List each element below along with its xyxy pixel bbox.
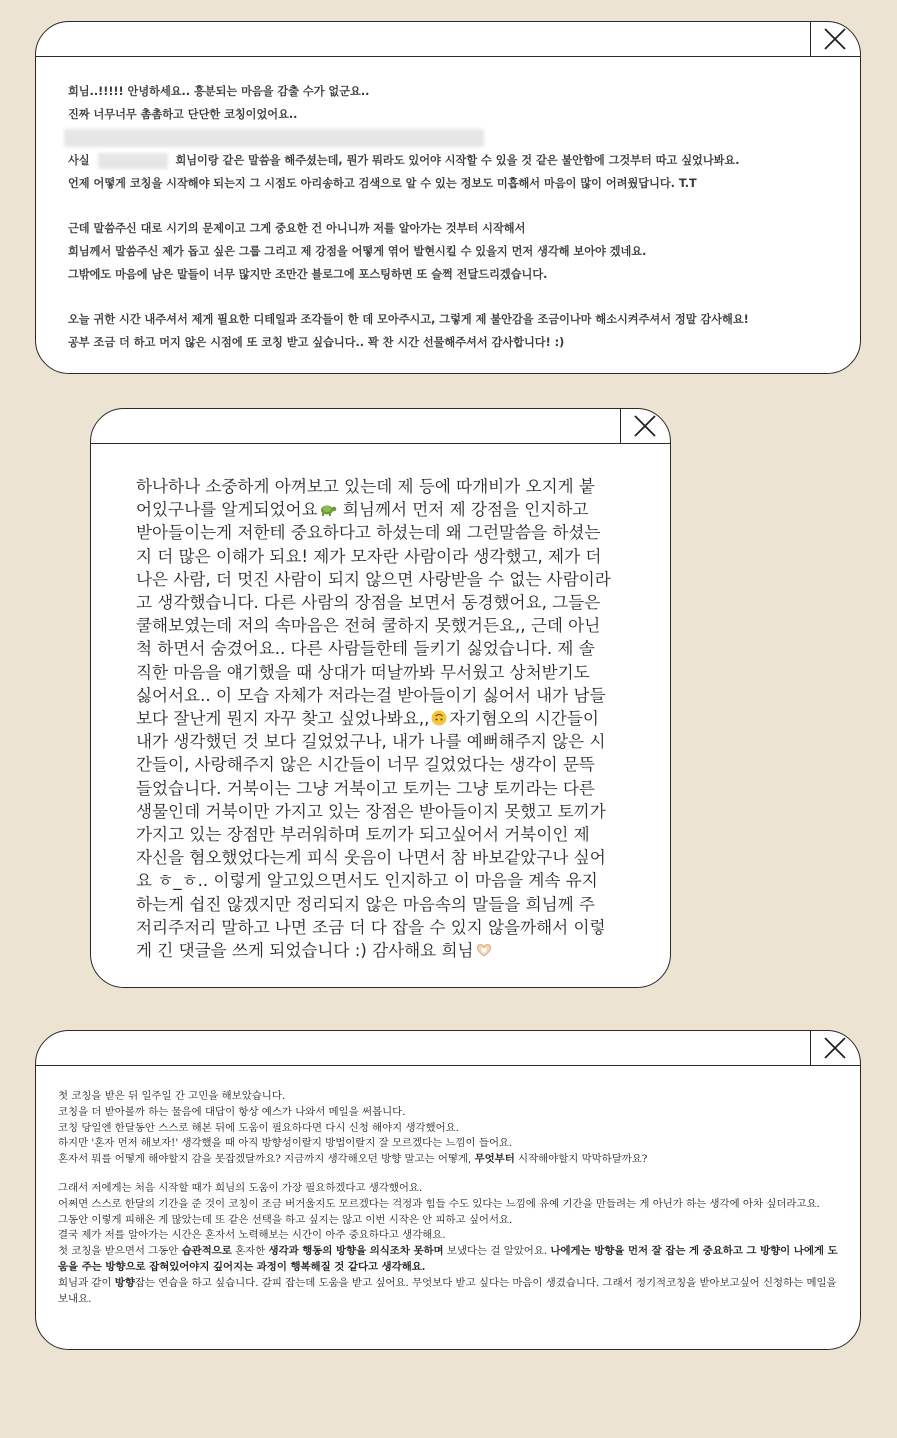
review-window-1 bbox=[35, 21, 861, 374]
text-line bbox=[136, 498, 640, 521]
text-line: 받아들이는게 저한테 중요하다고 하셨는데 왜 그런말씀을 하셨는 bbox=[136, 523, 601, 543]
text-line: 하지만 '혼자 먼저 해보자!' 생각했을 때 아직 방향성이랄지 방법이랄지 잘 모르겠다는 느낌이 들어요. bbox=[58, 1137, 513, 1150]
text-line: 들었습니다. 거북이는 그냥 거북이고 토끼는 그냥 토끼라는 다른 bbox=[136, 778, 595, 798]
text-line bbox=[68, 149, 840, 172]
review-window-2 bbox=[90, 408, 671, 988]
redacted-blur bbox=[98, 153, 168, 169]
text-line: 저리주저리 말하고 나면 조금 더 다 잡을 수 있지 않을까해서 이렇 bbox=[136, 917, 606, 937]
text-line: 희님..!!!!! 안녕하세요.. 흥분되는 마음을 감출 수가 없군요.. bbox=[68, 85, 370, 98]
text-line: 그동안 이렇게 피해온 게 많았는데 또 같은 선택을 하고 싶지는 않고 이번 시작은 안 피하고 싶어서요. bbox=[58, 1213, 513, 1226]
text-line: 생물인데 거북이만 가지고 있는 장점은 받아들이지 못했고 토끼가 bbox=[136, 801, 606, 821]
text-line: 그래서 저에게는 처음 시작할 때가 희님의 도움이 가장 필요하겠다고 생각했어요. bbox=[58, 1181, 423, 1194]
text-line: 쿨해보였는데 저의 속마음은 전혀 쿨하지 못했거든요,, 근데 아닌 bbox=[136, 616, 601, 636]
text-line: 지 더 많은 이해가 되요! 제가 모자란 사람이라 생각했고, 제가 더 bbox=[136, 546, 602, 566]
text-line: 고 생각했습니다. 다른 사람의 장점을 보면서 동경했어요, 그들은 bbox=[136, 593, 601, 613]
text-line bbox=[58, 1244, 842, 1276]
text-fragment: 자기혐오의 시간들이 bbox=[449, 709, 599, 729]
bold-fragment: 방향 bbox=[114, 1276, 135, 1289]
text-line: 나은 사람, 더 멋진 사람이 되지 않으면 사랑받을 수 없는 사람이라 bbox=[136, 569, 611, 589]
text-line: 결국 제가 저를 알아가는 시간은 혼자서 노력해보는 시간이 아주 중요하다고 생각해요. bbox=[58, 1229, 446, 1242]
text-fragment: 혼자한 bbox=[231, 1245, 269, 1258]
close-icon bbox=[824, 1037, 846, 1059]
text-line: 그밖에도 마음에 남은 말들이 너무 많지만 조만간 블로그에 포스팅하면 또 슬쩍 전달드리겠습니다. bbox=[68, 268, 548, 281]
text-line: 자신을 혐오했었다는게 피식 웃음이 나면서 참 바보같았구나 싶어 bbox=[136, 848, 606, 868]
text-line: 진짜 너무너무 촘촘하고 단단한 코칭이었어요.. bbox=[68, 108, 298, 121]
bold-fragment: 무엇부터 bbox=[474, 1153, 515, 1166]
text-line: 근데 말씀주신 대로 시기의 문제이고 그게 중요한 건 아니니까 저를 알아가는 것부터 시작해서 bbox=[68, 222, 526, 235]
text-fragment: 희님께서 먼저 제 강점을 인지하고 bbox=[337, 500, 589, 520]
review-text bbox=[136, 475, 640, 962]
text-line: 내가 생각했던 것 보다 길었었구나, 내가 나를 예뻐해주지 않은 시 bbox=[136, 732, 606, 752]
text-line: 하는게 쉽진 않겠지만 정리되지 않은 마음속의 말들을 희님께 주 bbox=[136, 894, 595, 914]
text-line: 희님께서 말씀주신 제가 돕고 싶은 그룹 그리고 제 강점을 어떻게 엮어 발현시킬 수 있을지 먼저 생각해 보아야 겠네요. bbox=[68, 245, 647, 258]
text-fragment: 사실 bbox=[68, 154, 90, 167]
text-line bbox=[136, 707, 640, 730]
text-line: 간들이, 사랑해주지 않은 시간들이 너무 길었었다는 생각이 문뜩 bbox=[136, 755, 595, 775]
text-line: 공부 조금 더 하고 머지 않은 시점에 또 코칭 받고 싶습니다.. 꽉 찬 시간 선물해주셔서 감사합니다! :) bbox=[68, 336, 565, 349]
text-fragment: 어있구나를 알게되었어요 bbox=[136, 500, 318, 520]
text-fragment: 잡는 연습을 하고 싶습니다. 갈피 잡는데 도움을 받고 싶어요. 무엇보다 받고 싶다는 마음이 생겼습니다. 그래서 정기적코칭을 받아보고싶어 신청하는 메일을 보내요. bbox=[58, 1276, 837, 1305]
window-titlebar bbox=[36, 1031, 860, 1066]
close-button[interactable] bbox=[810, 22, 860, 56]
close-icon bbox=[824, 28, 846, 50]
text-fragment: 시작해야할지 막막하달까요? bbox=[514, 1153, 648, 1166]
text-fragment: 보다 잘난게 뭔지 자꾸 찾고 싶었나봐요,, bbox=[136, 709, 430, 729]
text-line: 가지고 있는 장점만 부러워하며 토끼가 되고싶어서 거북이인 제 bbox=[136, 825, 590, 845]
text-fragment: 게 긴 댓글을 쓰게 되었습니다 :) 감사해요 희님 bbox=[136, 941, 474, 961]
text-line bbox=[136, 939, 640, 962]
close-button[interactable] bbox=[810, 1031, 860, 1065]
text-line: 오늘 귀한 시간 내주셔서 제게 필요한 디테일과 조각들이 한 데 모아주시고, 그렇게 제 불안감을 조금이나마 해소시켜주셔서 정말 감사해요! bbox=[68, 313, 749, 326]
text-line: 척 하면서 숨겼어요.. 다른 사람들한테 들키기 싫었습니다. 제 솔 bbox=[136, 639, 595, 659]
review-window-3 bbox=[35, 1030, 861, 1350]
text-fragment: 혼자서 뭐를 어떻게 해야할지 감을 못잡겠달까요? 지금까지 생각해오던 방향 말고는 어떻게, bbox=[58, 1153, 475, 1166]
window-titlebar bbox=[91, 409, 670, 444]
text-fragment: 첫 코칭을 받으면서 그동안 bbox=[58, 1245, 182, 1258]
bold-fragment: 나에게는 방향을 먼저 잘 잡는 게 중요하고 그 방향이 나에게 도움을 주는 방향으로 잡혀있어야지 깊어지는 과정이 행복해질 것 같다고 생각해요. bbox=[58, 1245, 838, 1273]
text-line: 첫 코칭을 받은 뒤 일주일 간 고민을 해보았습니다. bbox=[58, 1090, 286, 1102]
redacted-blur bbox=[64, 129, 484, 147]
text-line: 직한 마음을 얘기했을 때 상대가 떠날까봐 무서웠고 상처받기도 bbox=[136, 662, 590, 682]
text-line: 언제 어떻게 코칭을 시작해야 되는지 그 시점도 아리송하고 검색으로 알 수 있는 정보도 미흡해서 마음이 많이 어려웠답니다. T.T bbox=[68, 177, 697, 190]
turtle-emoji-icon bbox=[319, 501, 337, 517]
heart-hands-emoji-icon bbox=[475, 942, 493, 958]
review-text bbox=[68, 80, 840, 354]
text-line: 싫어서요.. 이 모습 자체가 저라는걸 받아들이기 싫어서 내가 남들 bbox=[136, 685, 606, 705]
bold-fragment: 생각과 행동의 방향을 의식조차 못하며 bbox=[268, 1245, 444, 1258]
text-line: 코칭을 더 받아볼까 하는 물음에 대답이 항상 예스가 나와서 메일을 써봅니다. bbox=[58, 1105, 406, 1118]
text-line: 코칭 당일엔 한달동안 스스로 해본 뒤에 도움이 필요하다면 다시 신청 해야지 생각했어요. bbox=[58, 1121, 459, 1134]
text-line bbox=[58, 1276, 842, 1308]
text-line: 어쩌면 스스로 한달의 기간을 준 것이 코칭이 조금 버거울지도 모르겠다는 걱정과 힘들 수도 있다는 느낌에 유예 기간을 만들려는 게 아닌가 하는 생각에 아차 싶더라고요. bbox=[58, 1197, 820, 1210]
text-fragment: 보냈다는 걸 알았어요. bbox=[443, 1245, 551, 1258]
close-button[interactable] bbox=[620, 409, 670, 443]
text-line: 요 ㅎ_ㅎ.. 이렇게 알고있으면서도 인지하고 이 마음을 계속 유지 bbox=[136, 871, 598, 891]
upside-down-face-emoji-icon bbox=[430, 710, 448, 726]
text-line: 하나하나 소중하게 아껴보고 있는데 제 등에 따개비가 오지게 붙 bbox=[136, 477, 595, 496]
bold-fragment: 습관적으로 bbox=[181, 1245, 232, 1258]
text-fragment: 희님이랑 같은 말씀을 해주셨는데, 뭔가 뭐라도 있어야 시작할 수 있을 것 같은 불안함에 그것부터 따고 싶었나봐요. bbox=[175, 154, 740, 167]
close-icon bbox=[634, 415, 656, 437]
text-fragment: 희님과 같이 bbox=[58, 1276, 115, 1289]
text-line bbox=[58, 1152, 842, 1168]
window-titlebar bbox=[36, 22, 860, 57]
review-text bbox=[58, 1089, 842, 1307]
redacted-line bbox=[68, 126, 840, 149]
